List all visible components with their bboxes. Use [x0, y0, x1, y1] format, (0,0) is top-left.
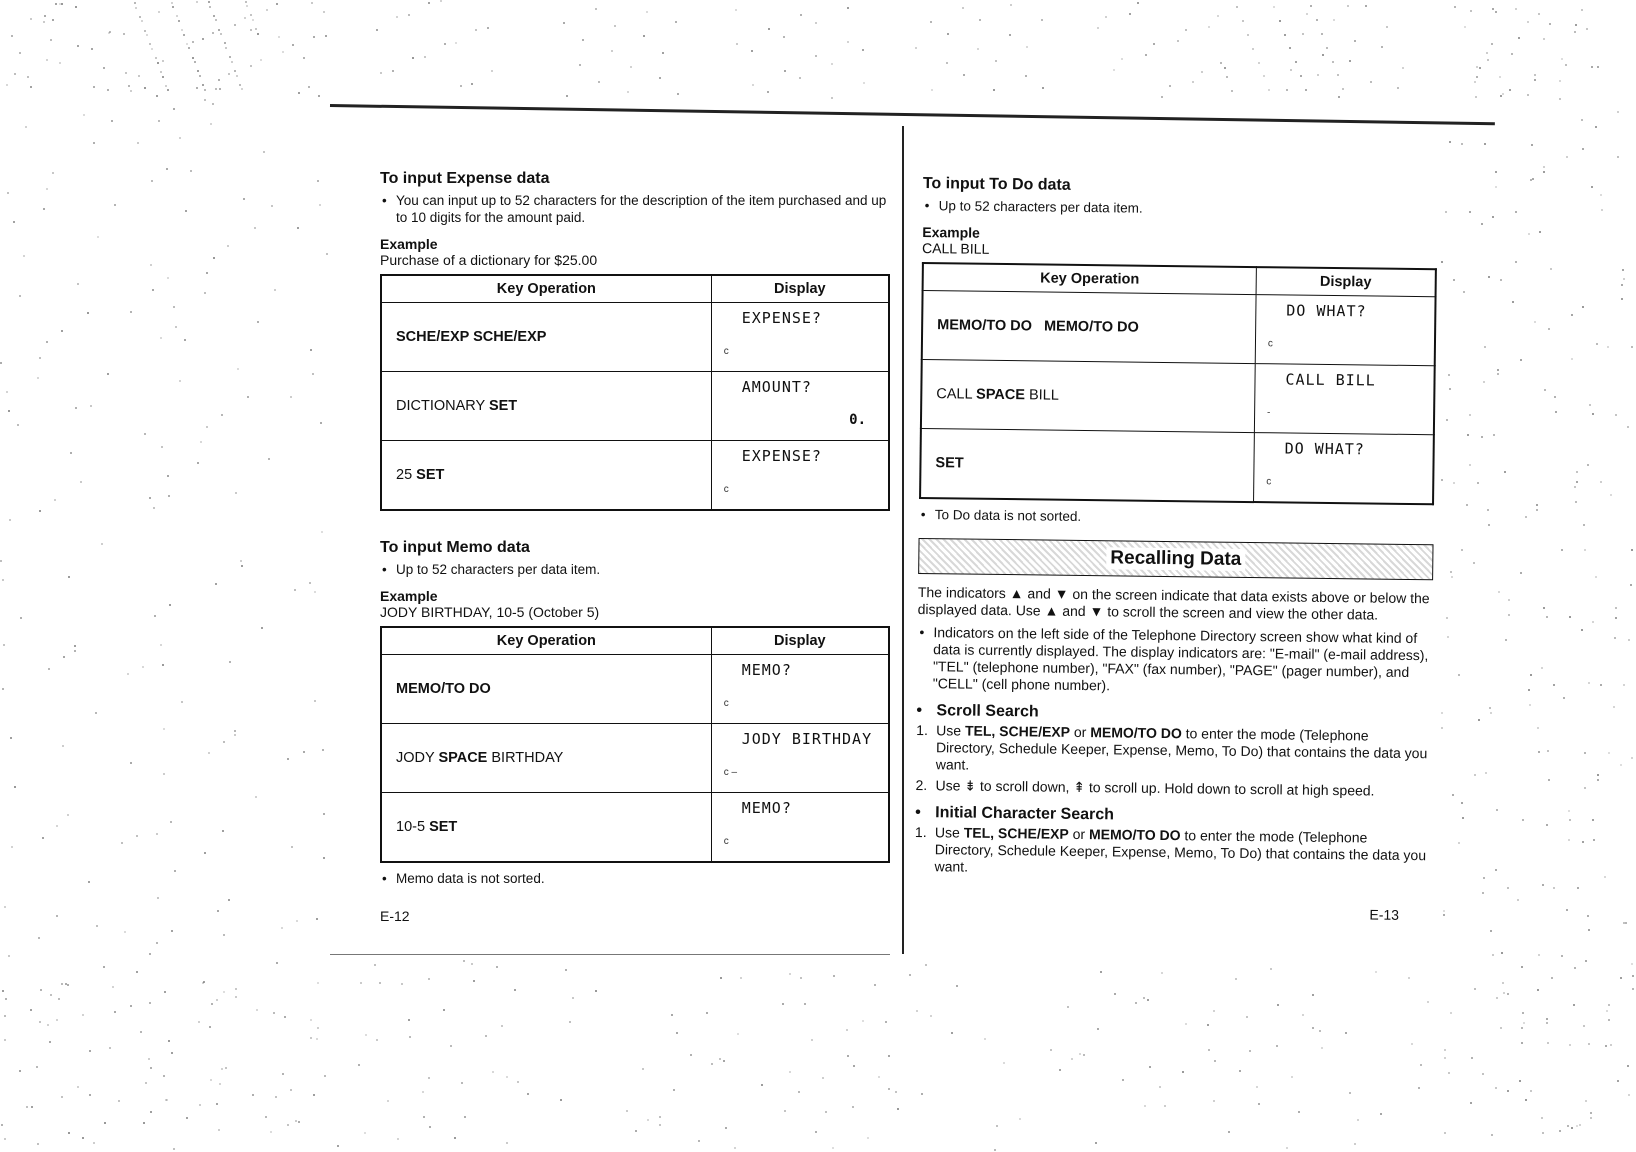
memo-title: To input Memo data [380, 539, 530, 556]
book-spine [902, 126, 904, 954]
key-operation: CALL SPACE BILL [921, 359, 1255, 432]
display-cell: MEMO? c [711, 793, 889, 863]
display-cell: CALL BILL - [1254, 364, 1434, 435]
todo-col-key: Key Operation [923, 263, 1257, 295]
table-row [381, 655, 889, 724]
memo-col-key: Key Operation [381, 627, 711, 655]
initial-search-heading: • Initial Character Search [915, 804, 1430, 828]
todo-example-label: Example [922, 223, 980, 241]
display-cell: MEMO? c [711, 655, 889, 724]
page-bottom-edge [330, 954, 890, 955]
scroll-step-1: 1. Use TEL, SCHE/EXP or MEMO/TO DO to enter the mode (Telephone Directory, Schedule Keeper, Expense, Memo, To Do) that contains the data you want. [916, 721, 1428, 773]
table-row [381, 372, 889, 441]
page-number-left: E-12 [380, 908, 410, 924]
expense-bullet: • You can input up to 52 characters for the description of the item purchased and up to 10 digits for the amount paid. [380, 192, 890, 226]
display-cell: DO WHAT? c [1253, 433, 1433, 505]
memo-bullet: • Up to 52 characters per data item. [380, 561, 890, 578]
expense-table [380, 274, 890, 511]
key-operation: JODY SPACE BIRTHDAY [381, 724, 711, 793]
todo-bullet: • Up to 52 characters per data item. [923, 197, 1438, 220]
indicator-note: • Indicators on the left side of the Telephone Directory screen show what kind of data is currently displayed. The display indicators are: "E-mail" (e-mail address), "TEL" (telephone number), "FAX" (fax number), "PAGE" (pager number), and "CELL" (cell phone number). [917, 624, 1433, 698]
table-row [921, 359, 1435, 434]
display-cell: EXPENSE? c [711, 441, 889, 511]
recall-intro: The indicators ▲ and ▼ on the screen indicate that data exists above or below the displayed data. Use ▲ and ▼ to scroll the screen and view the other data. [917, 583, 1430, 623]
key-operation: DICTIONARY SET [381, 372, 711, 441]
scroll-step-2: 2. Use ⇟ to scroll down, ⇞ to scroll up. Hold down to scroll at high speed. [915, 776, 1375, 799]
table-row [381, 793, 889, 863]
todo-note: • To Do data is not sorted. [919, 507, 1434, 528]
todo-col-display: Display [1256, 267, 1436, 297]
key-operation: SCHE/EXP SCHE/EXP [381, 303, 711, 372]
memo-example-label: Example [380, 588, 438, 604]
table-row [922, 291, 1436, 366]
expense-title: To input Expense data [380, 170, 550, 187]
expense-col-key: Key Operation [381, 275, 711, 303]
table-row [920, 428, 1434, 504]
expense-example-text: Purchase of a dictionary for $25.00 [380, 252, 598, 268]
scroll-search-heading: • Scroll Search [916, 702, 1431, 726]
section-title: Recalling Data [1106, 547, 1245, 571]
todo-title: To input To Do data [922, 175, 1071, 194]
todo-example-text: CALL BILL [922, 239, 990, 257]
table-row [381, 724, 889, 793]
expense-example-label: Example [380, 236, 438, 252]
recalling-data-banner [918, 538, 1433, 580]
table-row [381, 441, 889, 511]
memo-note: • Memo data is not sorted. [380, 871, 890, 886]
key-operation: MEMO/TO DO [381, 655, 711, 724]
display-cell: JODY BIRTHDAY c – [711, 724, 889, 793]
memo-table [380, 626, 890, 863]
memo-example-text: JODY BIRTHDAY, 10-5 (October 5) [380, 604, 600, 620]
initial-step-1: 1. Use TEL, SCHE/EXP or MEMO/TO DO to enter the mode (Telephone Directory, Schedule Keeper, Expense, Memo, To Do) that contains the data you want. [914, 823, 1427, 875]
page-number-right: E-13 [1369, 906, 1400, 923]
key-operation: SET [920, 428, 1254, 502]
table-row [381, 303, 889, 372]
key-operation: 10-5 SET [381, 793, 711, 863]
key-operation: MEMO/TO DO MEMO/TO DO [922, 291, 1256, 364]
display-cell: EXPENSE? c [711, 303, 889, 372]
right-page [914, 175, 1438, 923]
display-cell: AMOUNT? 0. [711, 372, 889, 441]
page-top-edge [330, 104, 1495, 125]
memo-col-display: Display [711, 627, 889, 655]
todo-table [919, 262, 1437, 505]
key-operation: 25 SET [381, 441, 711, 511]
display-cell: DO WHAT? c [1255, 295, 1435, 366]
expense-col-display: Display [711, 275, 889, 303]
left-page [380, 170, 890, 924]
